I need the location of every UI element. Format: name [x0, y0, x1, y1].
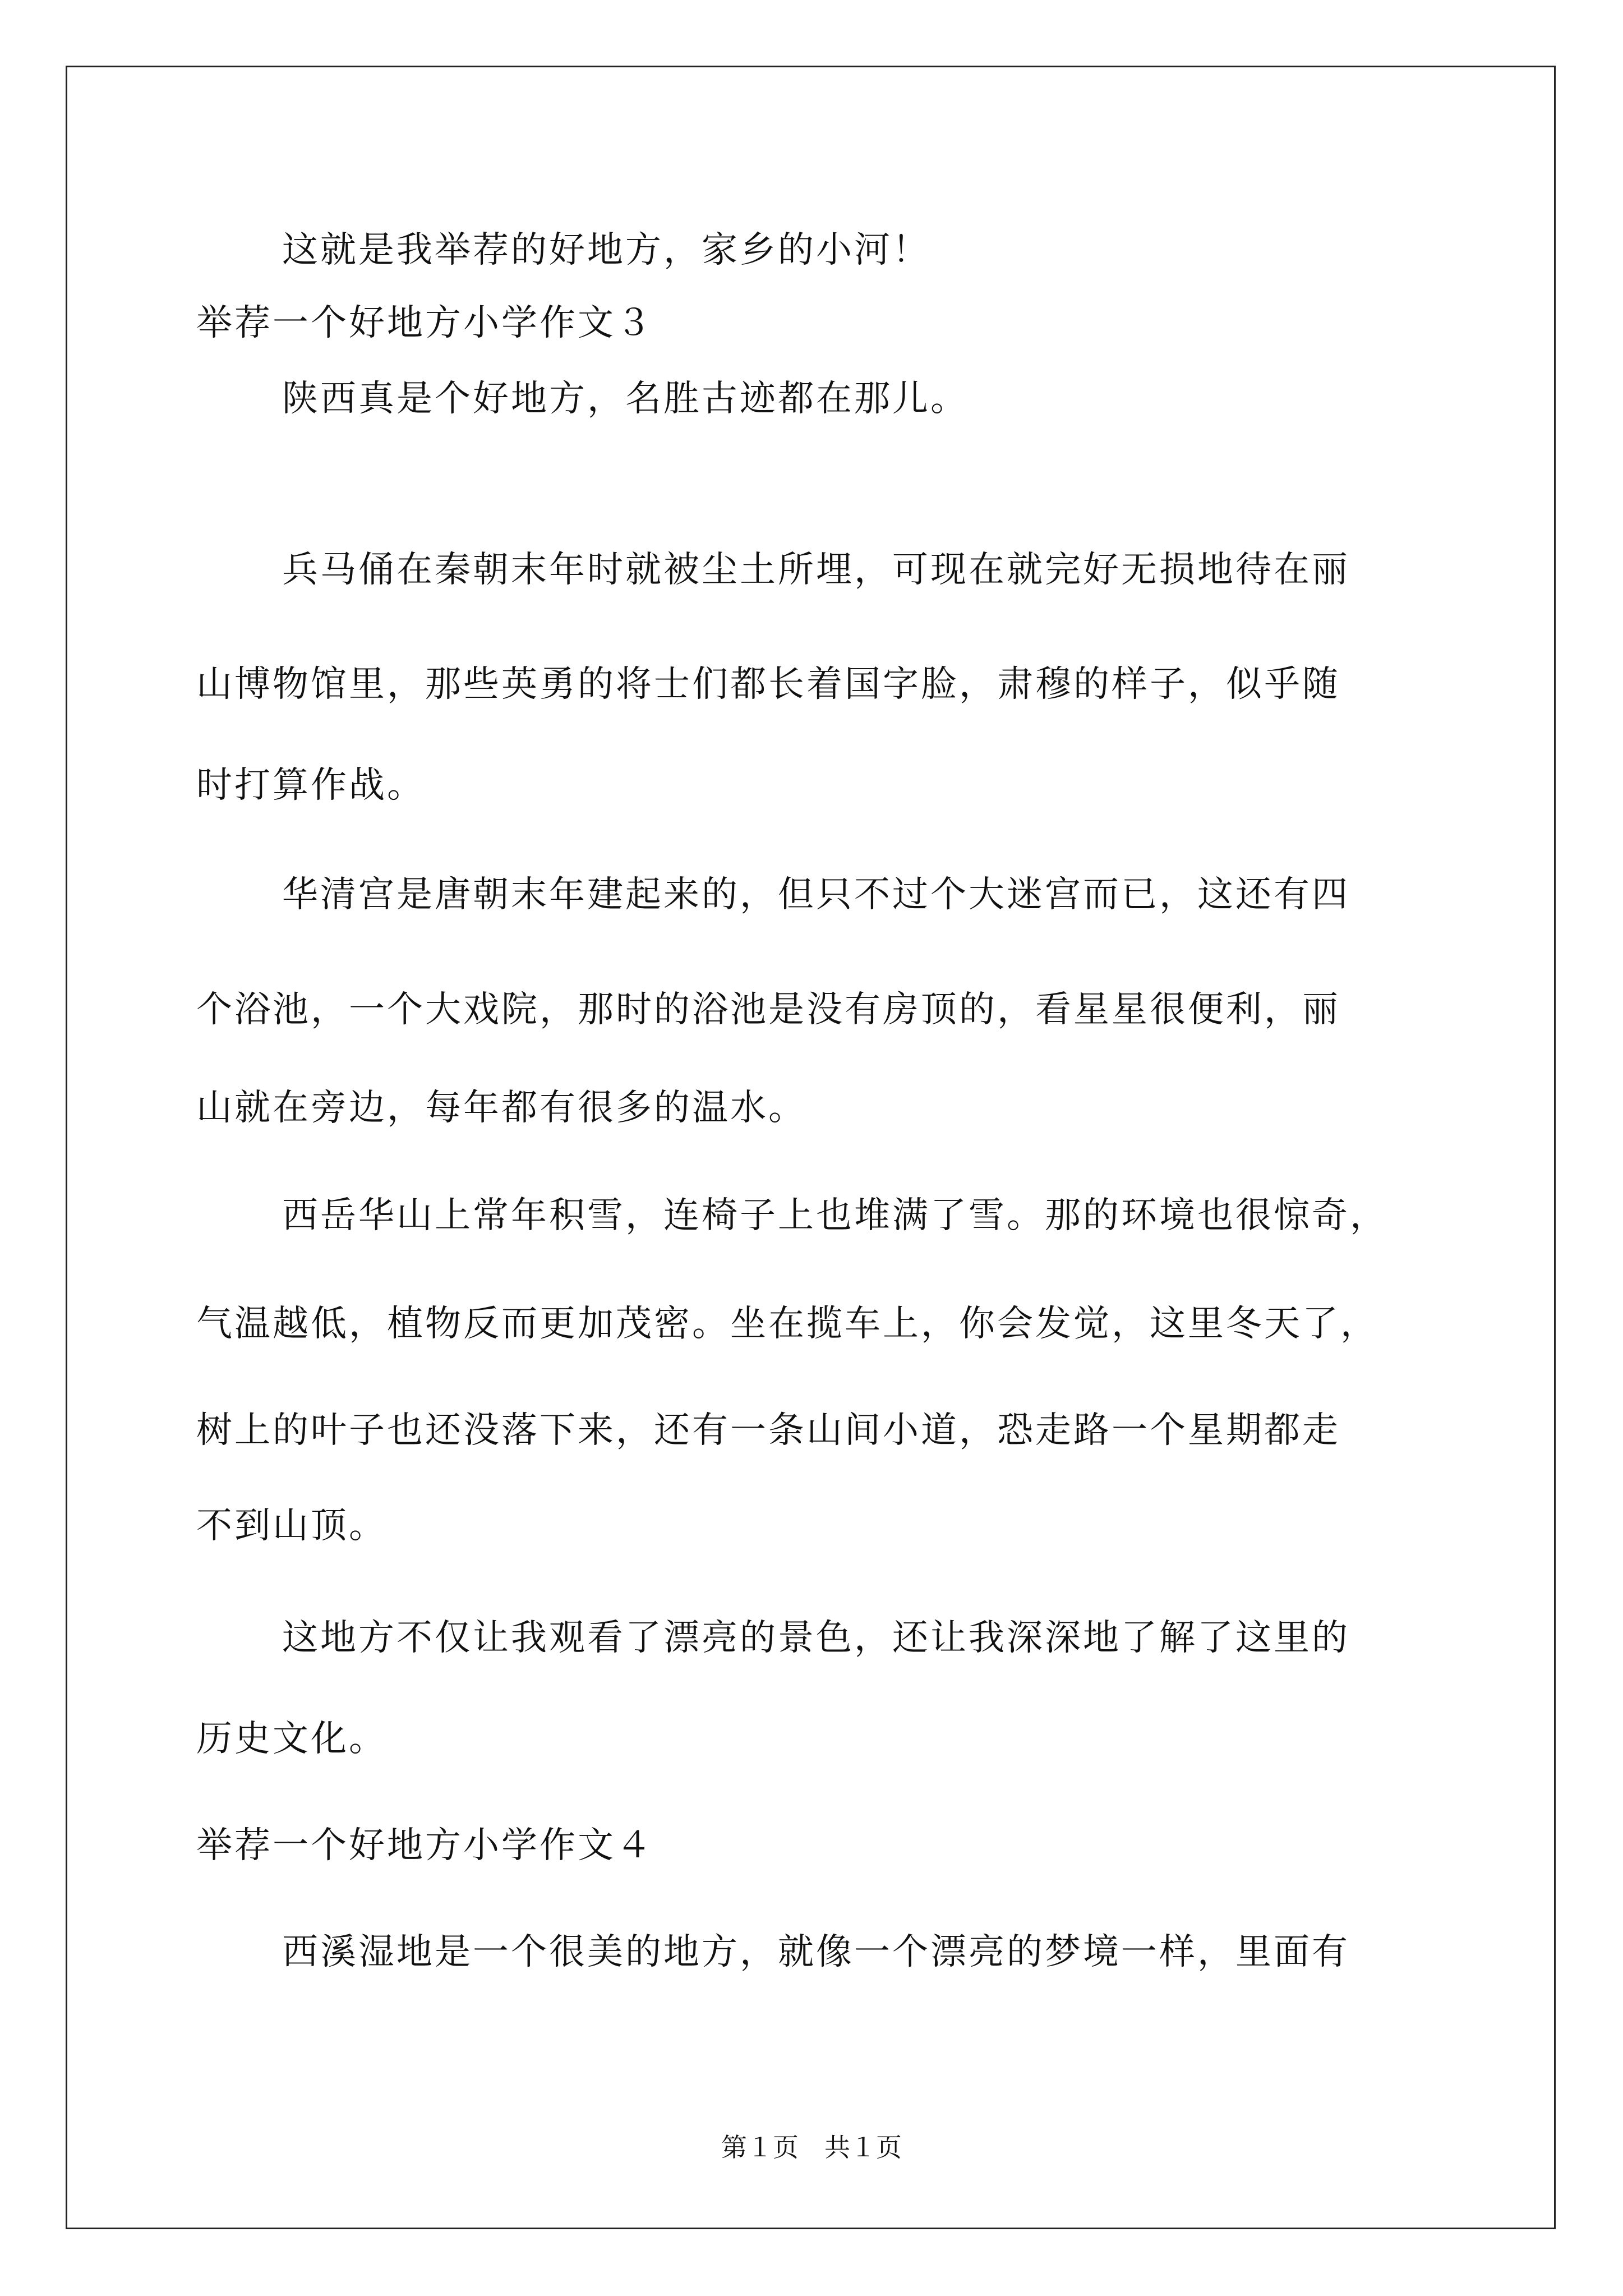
paragraph-line: 不到山顶。	[196, 1505, 387, 1547]
paragraph-line: 山博物馆里，那些英勇的将士们都长着国字脸，肃穆的样子，似乎随	[196, 664, 1340, 705]
paragraph-line: 历史文化。	[196, 1718, 387, 1760]
paragraph-line: 西溪湿地是一个很美的地方，就像一个漂亮的梦境一样，里面有	[282, 1931, 1350, 1973]
section-heading: 举荐一个好地方小学作文４	[196, 1825, 654, 1866]
paragraph-line: 树上的叶子也还没落下来，还有一条山间小道，恐走路一个星期都走	[196, 1410, 1340, 1451]
paragraph-line: 气温越低，植物反而更加茂密。坐在揽车上，你会发觉，这里冬天了，	[196, 1303, 1378, 1345]
paragraph-line: 个浴池，一个大戏院，那时的浴池是没有房顶的，看星星很便利，丽	[196, 989, 1340, 1030]
paragraph-line: 西岳华山上常年积雪，连椅子上也堆满了雪。那的环境也很惊奇，	[282, 1195, 1388, 1236]
paragraph-line: 华清宫是唐朝末年建起来的，但只不过个大迷宫而已，这还有四	[282, 874, 1350, 915]
page-number-footer: 第１页 共１页	[721, 2132, 902, 2162]
paragraph-line: 这地方不仅让我观看了漂亮的景色，还让我深深地了解了这里的	[282, 1617, 1350, 1659]
paragraph-line: 时打算作战。	[196, 765, 425, 806]
paragraph-line: 陕西真是个好地方，名胜古迹都在那儿。	[282, 378, 969, 420]
paragraph-line: 山就在旁边，每年都有很多的温水。	[196, 1087, 806, 1129]
paragraph-line: 兵马俑在秦朝末年时就被尘土所埋，可现在就完好无损地待在丽	[282, 549, 1350, 591]
section-heading: 举荐一个好地方小学作文３	[196, 302, 654, 344]
paragraph-line: 这就是我举荐的好地方，家乡的小河！	[282, 229, 930, 271]
